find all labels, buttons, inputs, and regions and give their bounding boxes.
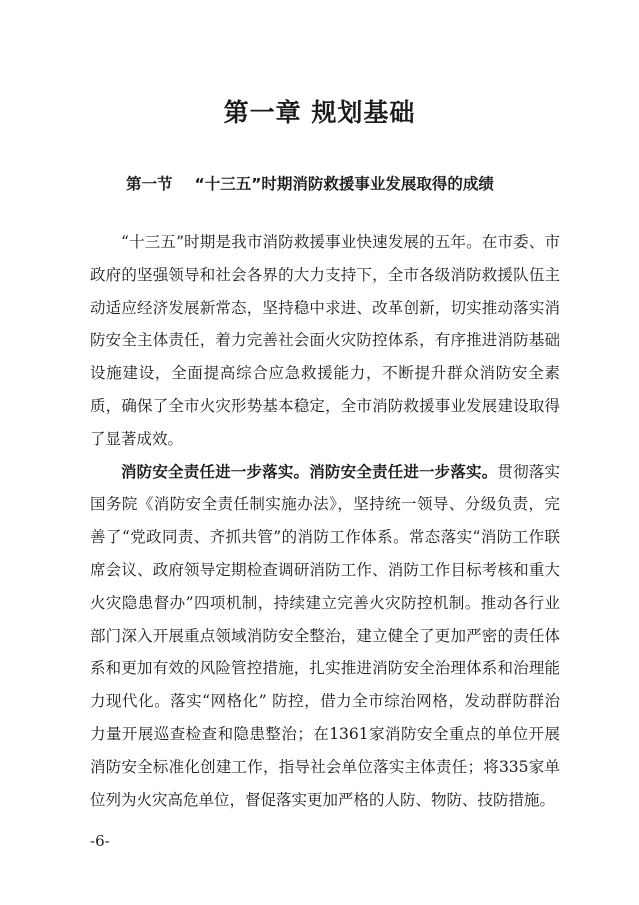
body-text bbox=[90, 226, 560, 816]
paragraph bbox=[90, 456, 560, 817]
page-number: -6- bbox=[90, 832, 110, 850]
paragraph-text: 贯彻落实国务院《消防安全责任制实施办法》，坚持统一领导、分级负责，完善了“党政同责、齐抓共管”的消防工作体系。常态落实“消防工作联席会议、政府领导定期检查调研消防工作、消防工作目标考核和重大火灾隐患督办”四项机制，持续建立完善火灾防控机制。推动各行业部门深入开展重点领域消防安全整治，建立健全了更加严密的责任体系和更加有效的风险管控措施，扎实推进消防安全治理体系和治理能力现代化。落实“网格化” 防控，借力全市综治网格，发动群防群治力量开展巡查检查和隐患整治；在1361家消防安全重点的单位开展消防安全标准化创建工作，指导社会单位落实主体责任；将335家单位列为火灾高危单位，督促落实更加严格的人防、物防、技防措施。 bbox=[90, 462, 560, 809]
section-number: 第一节 bbox=[126, 175, 173, 193]
section-title bbox=[126, 172, 494, 194]
paragraph-lead: 消防安全责任进一步落实。消防安全责任进一步落实。 bbox=[121, 462, 498, 481]
paragraph-text: “十三五”时期是我市消防救援事业快速发展的五年。在市委、市政府的坚强领导和社会各界的大力支持下，全市各级消防救援队伍主动适应经济发展新常态，坚持稳中求进、改革创新，切实推动落实消防安全主体责任，着力完善社会面火灾防控体系，有序推进消防基础设施建设，全面提高综合应急救援能力，不断提升群众消防安全素质，确保了全市火灾形势基本稳定，全市消防救援事业发展建设取得了显著成效。 bbox=[90, 233, 560, 448]
section-heading: “十三五”时期消防救援事业发展取得的成绩 bbox=[194, 175, 494, 193]
chapter-title: 第一章 规划基础 bbox=[223, 98, 416, 127]
paragraph bbox=[90, 226, 560, 456]
